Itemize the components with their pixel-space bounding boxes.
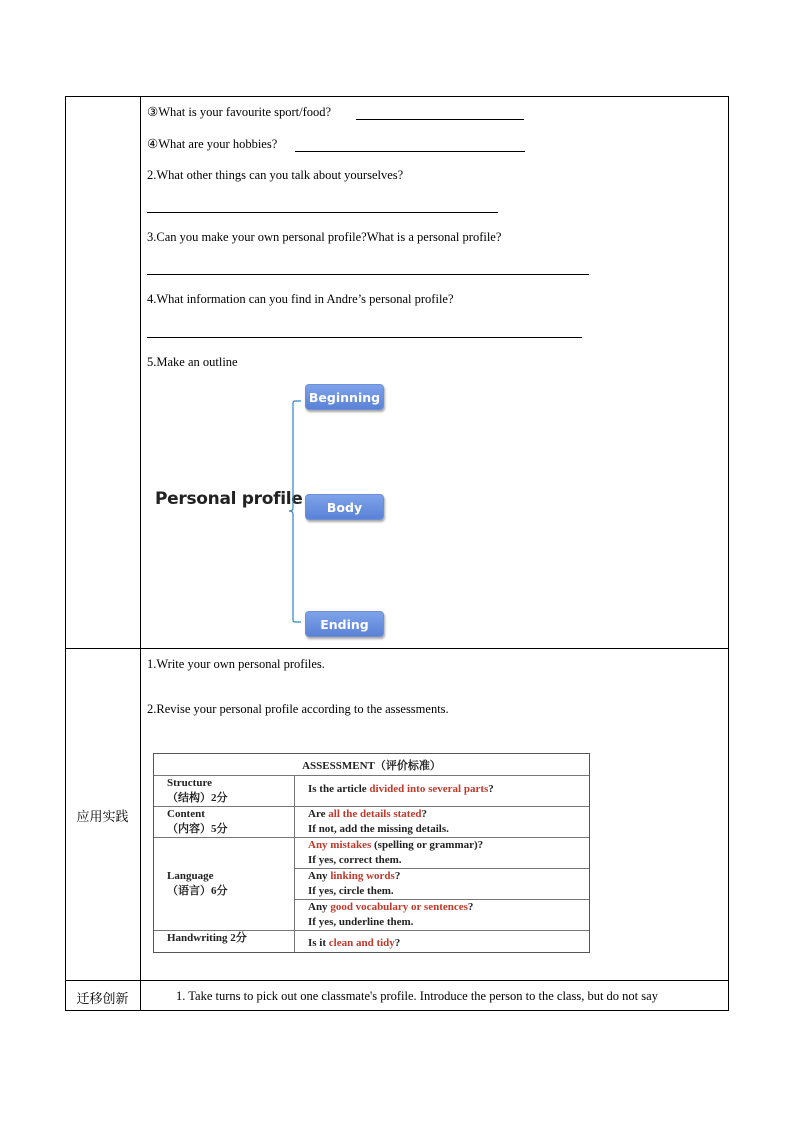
language-question-c: Any good vocabulary or sentences? [308,901,474,913]
practice-task-1: 1.Write your own personal profiles. [147,657,325,671]
assessment-header: ASSESSMENT（评价标准） [302,760,441,772]
section-label-practice: 应用实践 [76,810,129,825]
answer-blank[interactable] [147,337,582,338]
answer-blank[interactable] [147,274,589,275]
transfer-task-1: 1. Take turns to pick out one classmate's profile. Introduce the person to the class, but do not say [176,989,658,1003]
language-label: Language [167,870,214,882]
language-question-a: Any mistakes (spelling or grammar)? [308,839,484,851]
language-instruction-a: If yes, correct them. [308,854,402,866]
structure-score: （结构）2分 [167,792,228,804]
answer-blank[interactable] [147,212,498,213]
outline-item-body: Body [305,494,384,520]
answer-blank[interactable] [356,119,524,120]
answer-blank[interactable] [295,151,525,152]
outline-brace [287,400,303,624]
question-3b: 3.Can you make your own personal profile?What is a personal profile? [147,230,502,244]
question-5: 5.Make an outline [147,355,238,369]
language-question-b: Any linking words? [308,870,401,882]
section-label-transfer: 迁移创新 [76,992,129,1007]
question-3: ③What is your favourite sport/food? [147,105,332,119]
outline-title: Personal profile [155,489,303,509]
outline-item-ending: Ending [305,611,384,637]
content-instruction: If not, add the missing details. [308,823,449,835]
question-4: ④What are your hobbies? [147,137,278,151]
practice-task-2: 2.Revise your personal profile according to the assessments. [147,702,449,716]
row-divider [65,648,729,649]
content-score: （内容）5分 [167,823,228,835]
structure-question: Is the article divided into several parts? [308,783,494,795]
structure-label: Structure [167,777,213,789]
question-4b: 4.What information can you find in Andre’s personal profile? [147,292,454,306]
language-instruction-b: If yes, circle them. [308,885,394,897]
row-divider [65,980,729,981]
column-divider [140,96,141,1011]
question-2: 2.What other things can you talk about yourselves? [147,168,404,182]
content-question: Are all the details stated? [308,808,427,820]
language-instruction-c: If yes, underline them. [308,916,414,928]
language-score: （语言）6分 [167,885,228,897]
content-label: Content [167,808,205,820]
handwriting-label: Handwriting 2分 [167,932,247,944]
outline-item-beginning: Beginning [305,384,384,410]
handwriting-question: Is it clean and tidy? [308,937,401,949]
